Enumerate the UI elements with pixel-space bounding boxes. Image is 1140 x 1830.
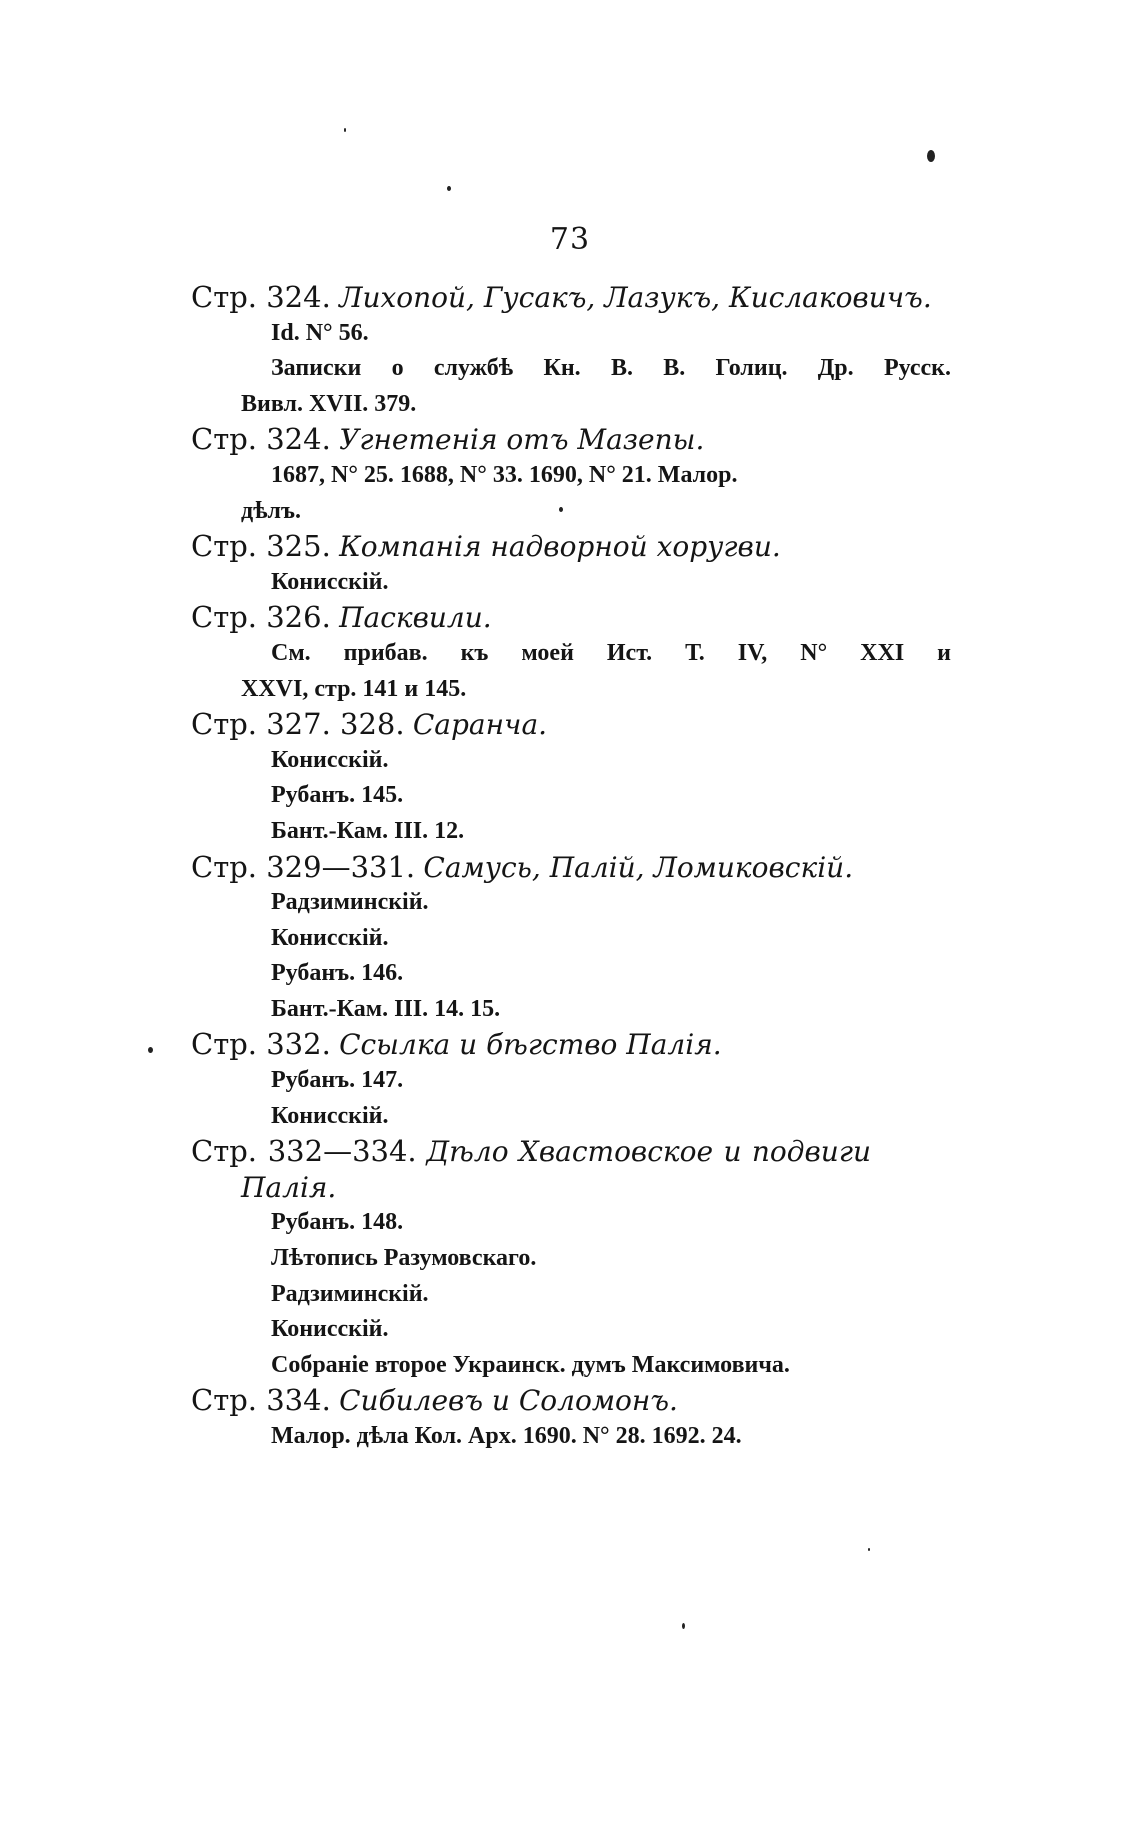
page-number: 73 [549,222,591,257]
source-line: Конисскій. [271,1316,389,1343]
page-ref: Стр. 326. [191,600,331,635]
entry-heading [191,1383,891,1419]
page-ref: Стр. 327. 328. [191,707,405,742]
entry-heading [191,850,891,886]
entry [191,1027,891,1134]
page-ref: Стр. 334. [191,1383,331,1418]
source-line: Конисскій. [271,1102,389,1129]
ink-speck [559,507,563,512]
entry [191,1383,891,1454]
ink-speck [344,128,346,132]
entry-title: Ссылка и бѣгство Палія. [339,1028,722,1062]
entry [191,1134,891,1383]
entry-title: Пасквили. [339,601,492,635]
entry-title: Саранча. [412,708,548,742]
entry-title: Самусь, Палій, Ломиковскій. [423,850,854,884]
entry-title: Сибилевъ и Соломонъ. [339,1384,678,1418]
page-ref: Стр. 332—334. [191,1134,417,1169]
source-line: Рубанъ. 147. [271,1067,404,1094]
source-line: 1687, N° 25. 1688, N° 33. 1690, N° 21. Малор. [271,461,738,488]
entry-heading [191,422,891,458]
page-ref: Стр. 324. [191,280,331,314]
source-continuation: XXVI, стр. 141 и 145. [241,675,467,702]
source-line: Конисскій. [271,746,389,773]
source-continuation: дѣлъ. [241,497,301,524]
entry [191,600,951,707]
page-ref: Стр. 332. [191,1027,331,1062]
bibliography-entries [191,280,951,1455]
entry-title: Компанія надворной хоругви. [339,530,781,564]
ink-speck [682,1623,685,1629]
entry-title: Дѣло Хвастовское и подвиги [426,1135,872,1169]
source-line: Малор. дѣла Кол. Арх. 1690. N° 28. 1692. 24. [271,1423,742,1449]
entry-title: Лихопой, Гусакъ, Лазукъ, Кислаковичъ. [339,281,932,314]
entry-heading [191,1134,871,1170]
source-line: Id. N° 56. [271,319,369,346]
entry-heading [191,707,891,743]
page-ref: Стр. 329—331. [191,849,416,884]
source-line: Рубанъ. 148. [271,1209,404,1236]
entry-heading [191,600,891,636]
source-line: Лѣтопись Разумовскаго. [271,1245,537,1272]
source-line: Записки о службѣ Кн. В. В. Голиц. Др. Русск. [271,355,951,382]
source-line: Рубанъ. 146. [271,960,404,987]
entry-heading [191,1027,891,1063]
ink-speck [868,1548,870,1551]
source-line: Радзиминскій. [271,1280,429,1307]
entry-title-continuation: Палія. [241,1170,337,1204]
source-line: Бант.-Кам. III. 14. 15. [271,995,501,1022]
entry [191,850,891,1028]
ink-speck [927,150,935,162]
entry-heading [191,529,891,565]
ink-speck [447,186,451,191]
entry [191,529,891,600]
ink-speck [148,1047,153,1053]
source-line: Рубанъ. 145. [271,782,404,809]
source-continuation: Вивл. XVII. 379. [241,390,417,417]
source-line: Собраніе второе Украинск. думъ Максимовича. [271,1351,790,1378]
entry [191,707,891,849]
source-line: Радзиминскій. [271,889,429,916]
source-line: Бант.-Кам. III. 12. [271,817,465,844]
source-line: Конисскій. [271,568,389,595]
page-ref: Стр. 324. [191,422,331,457]
entry [191,280,951,422]
source-line: См. прибав. къ моей Ист. Т. IV, N° XXI и [271,639,951,666]
entry-heading [191,280,932,316]
source-line: Конисскій. [271,924,389,951]
page-ref: Стр. 325. [191,529,331,564]
entry [191,422,891,529]
entry-title: Угнетенія отъ Мазепы. [339,423,705,457]
